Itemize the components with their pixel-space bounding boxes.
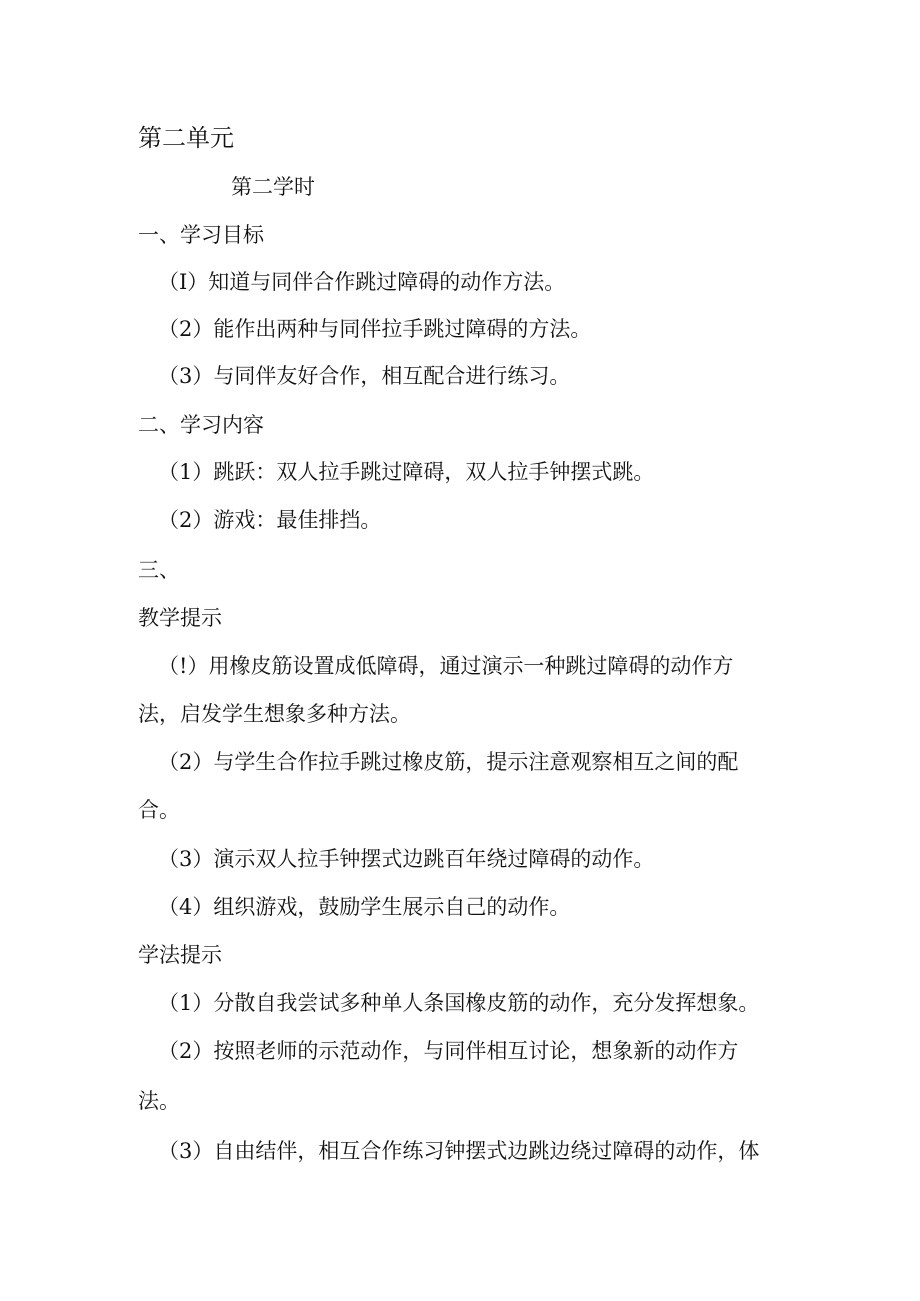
content-item-2: （2）游戏：最佳排挡。 (158, 508, 382, 532)
section-heading-objectives: 一、学习目标 (138, 223, 264, 247)
learning-item-2-line-1: （2）按照老师的示范动作，与同伴相互讨论，想象新的动作方 (158, 1039, 739, 1063)
content-item-1: （1）跳跃：双人拉手跳过障碍，双人拉手钟摆式跳。 (158, 460, 655, 484)
learning-item-1: （1）分散自我尝试多种单人条国橡皮筋的动作，充分发挥想象。 (158, 991, 760, 1015)
unit-title: 第二单元 (138, 124, 234, 152)
objective-item-1: （I）知道与同伴合作跳过障碍的动作方法。 (158, 270, 566, 294)
learning-item-3-line-1: （3）自由结伴，相互合作练习钟摆式边跳边绕过障碍的动作，体 (158, 1139, 760, 1163)
teaching-item-4: （4）组织游戏，鼓励学生展示自己的动作。 (158, 895, 571, 919)
teaching-item-2-line-1: （2）与学生合作拉手跳过橡皮筋，提示注意观察相互之间的配 (158, 750, 739, 774)
teaching-item-2-line-2: 合。 (138, 798, 180, 822)
learning-tips-heading: 学法提示 (138, 943, 222, 967)
teaching-item-1-line-2: 法，启发学生想象多种方法。 (138, 702, 411, 726)
objective-item-2: （2）能作出两种与同伴拉手跳过障碍的方法。 (158, 317, 592, 341)
lesson-title: 第二学时 (231, 175, 315, 199)
learning-item-2-line-2: 法。 (138, 1089, 180, 1113)
section-heading-content: 二、学习内容 (138, 413, 264, 437)
objective-item-3: （3）与同伴友好合作，相互配合进行练习。 (158, 364, 571, 388)
section-heading-three: 三、 (138, 558, 180, 582)
teaching-tips-heading: 教学提示 (138, 606, 222, 630)
teaching-item-1-line-1: （!）用橡皮筋设置成低障碍，通过演示一种跳过障碍的动作方 (158, 654, 734, 678)
teaching-item-3: （3）演示双人拉手钟摆式边跳百年绕过障碍的动作。 (158, 847, 655, 871)
